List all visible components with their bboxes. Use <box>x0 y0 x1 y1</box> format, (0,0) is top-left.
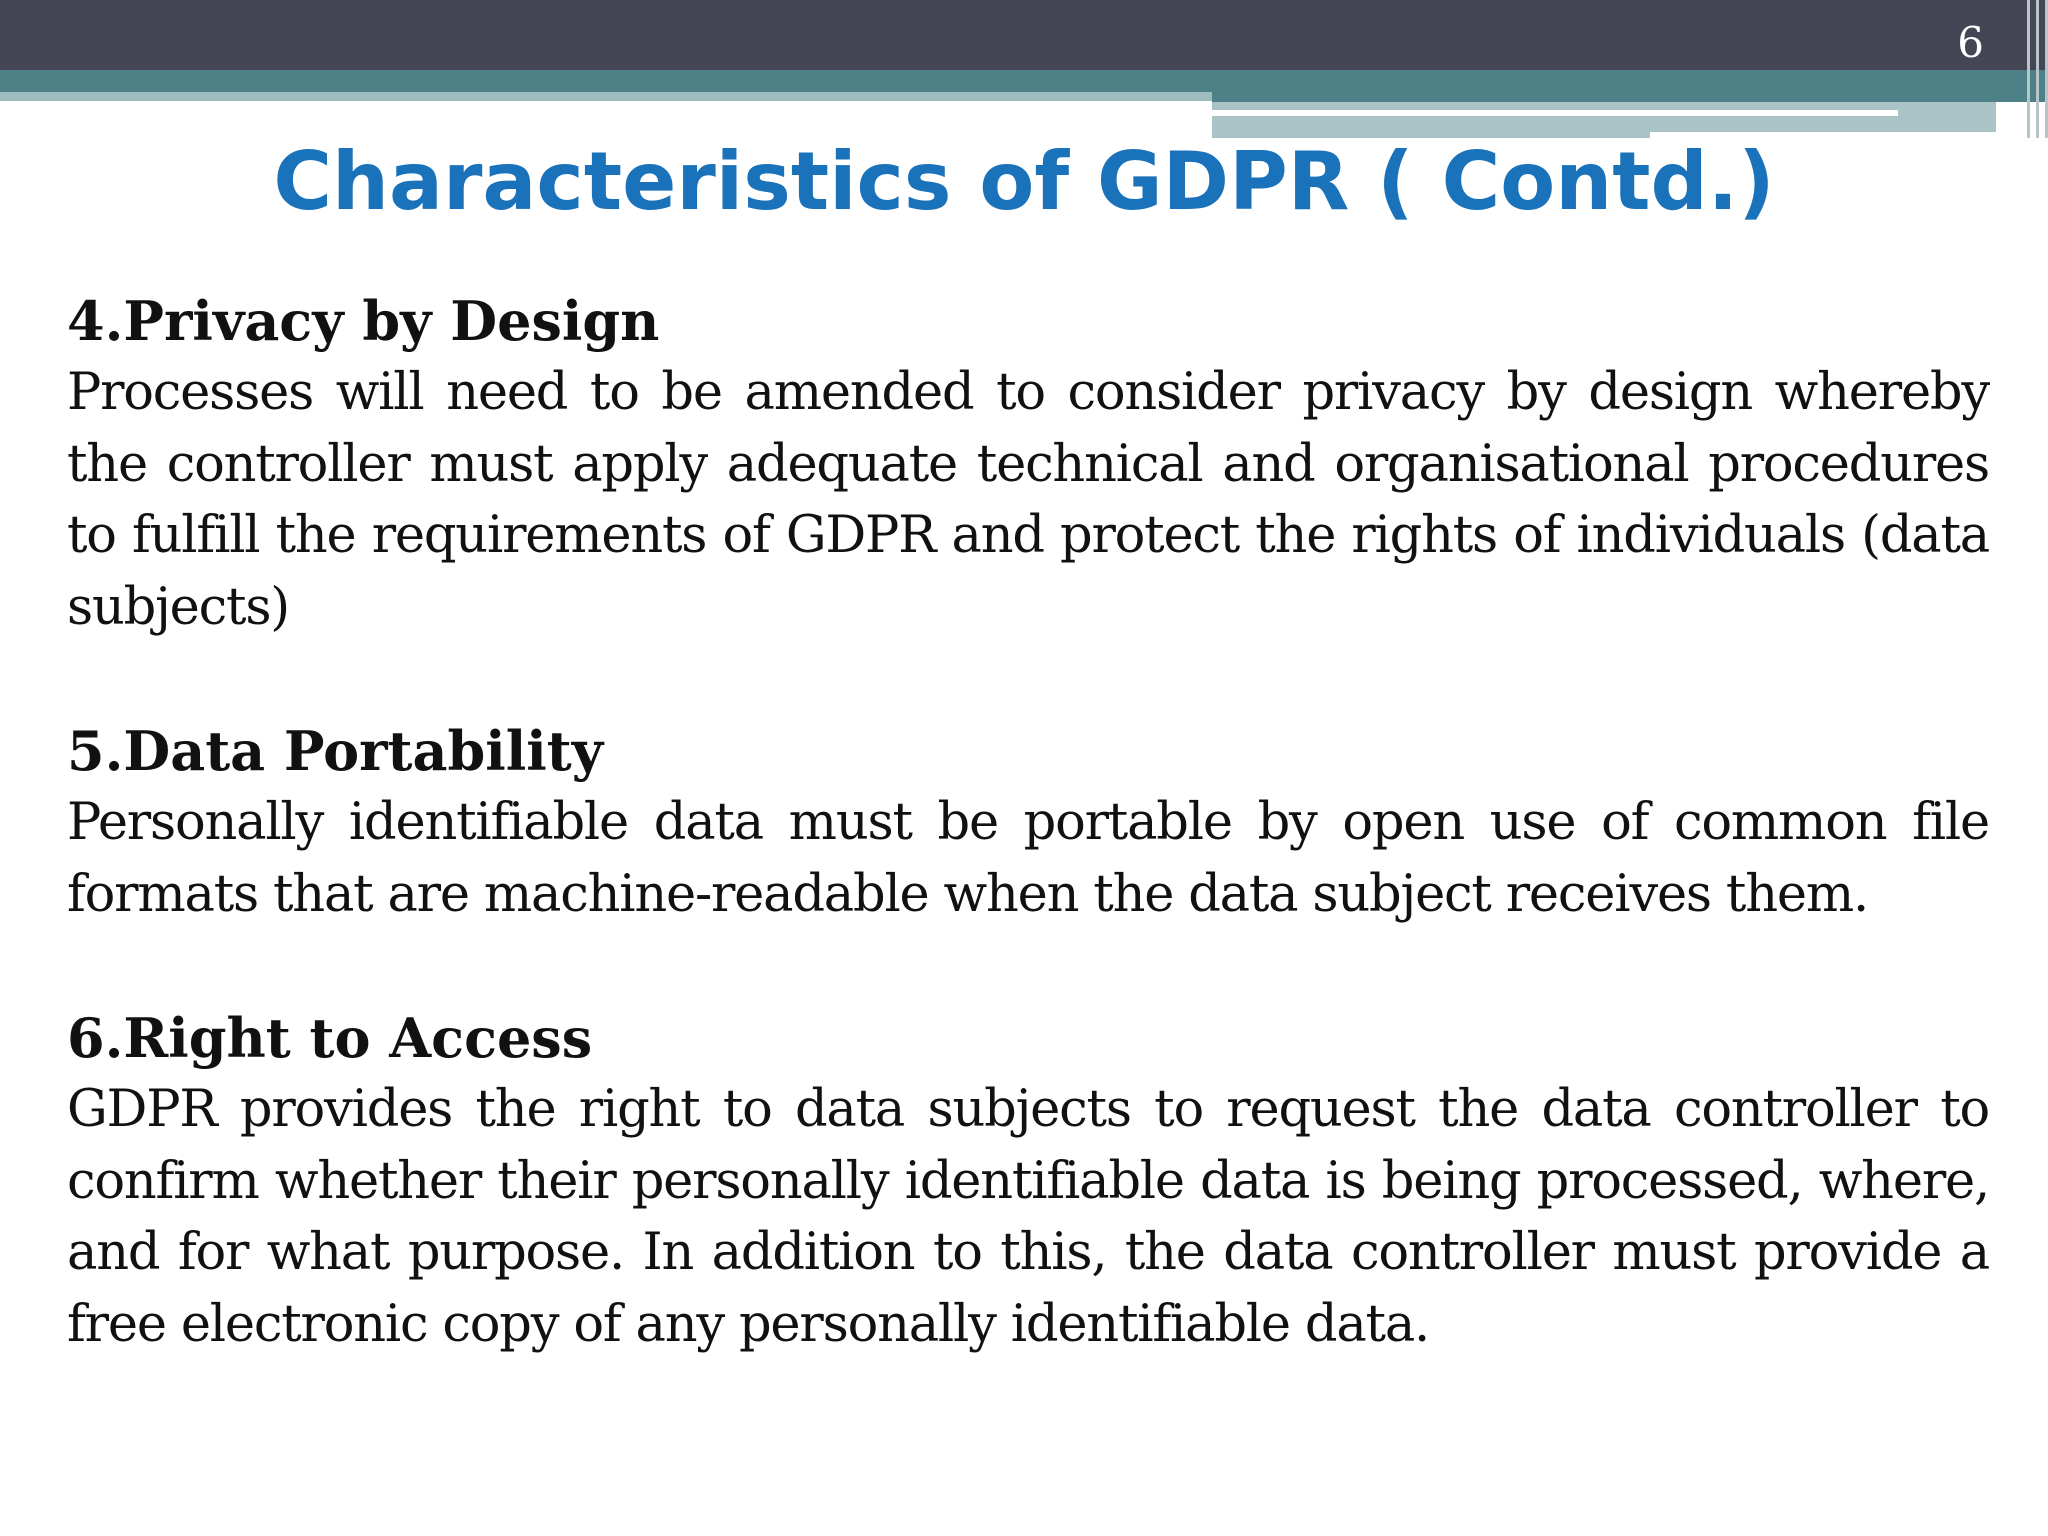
header-divider-line <box>1212 110 1898 116</box>
section-privacy-by-design <box>67 285 1989 643</box>
slide-number: 6 <box>1957 18 1984 67</box>
section-body: Processes will need to be amended to consider privacy by design whereby the controller must apply adequate technical and organisational procedures to fulfill the requirements of GDPR and protect the rights of individuals (data subjects) <box>67 363 1989 637</box>
header-band-teal <box>0 70 2048 92</box>
header-band-dark <box>0 0 2048 70</box>
section-heading: 5.Data Portability <box>67 719 604 783</box>
header-edge-lines <box>1988 0 2048 138</box>
edge-line <box>2036 0 2039 138</box>
slide-content <box>67 285 1989 1432</box>
section-right-to-access <box>67 1002 1989 1360</box>
section-body: Personally identifiable data must be portable by open use of common file formats that are machine-readable when the data subject receives them. <box>67 793 1989 924</box>
section-data-portability <box>67 715 1989 930</box>
header-band-light <box>0 92 1212 101</box>
section-heading: 6.Right to Access <box>67 1006 593 1070</box>
header-band-accent <box>1212 92 2048 102</box>
edge-line <box>2027 0 2030 138</box>
slide-title: Characteristics of GDPR ( Contd.) <box>273 135 1775 228</box>
section-body: GDPR provides the right to data subjects to request the data controller to confirm whether their personally identifiable data is being processed, where, and for what purpose. In addition to this, the data controller must provide a free electronic copy of any personally identifiable data. <box>67 1080 1989 1354</box>
section-heading: 4.Privacy by Design <box>67 289 660 353</box>
